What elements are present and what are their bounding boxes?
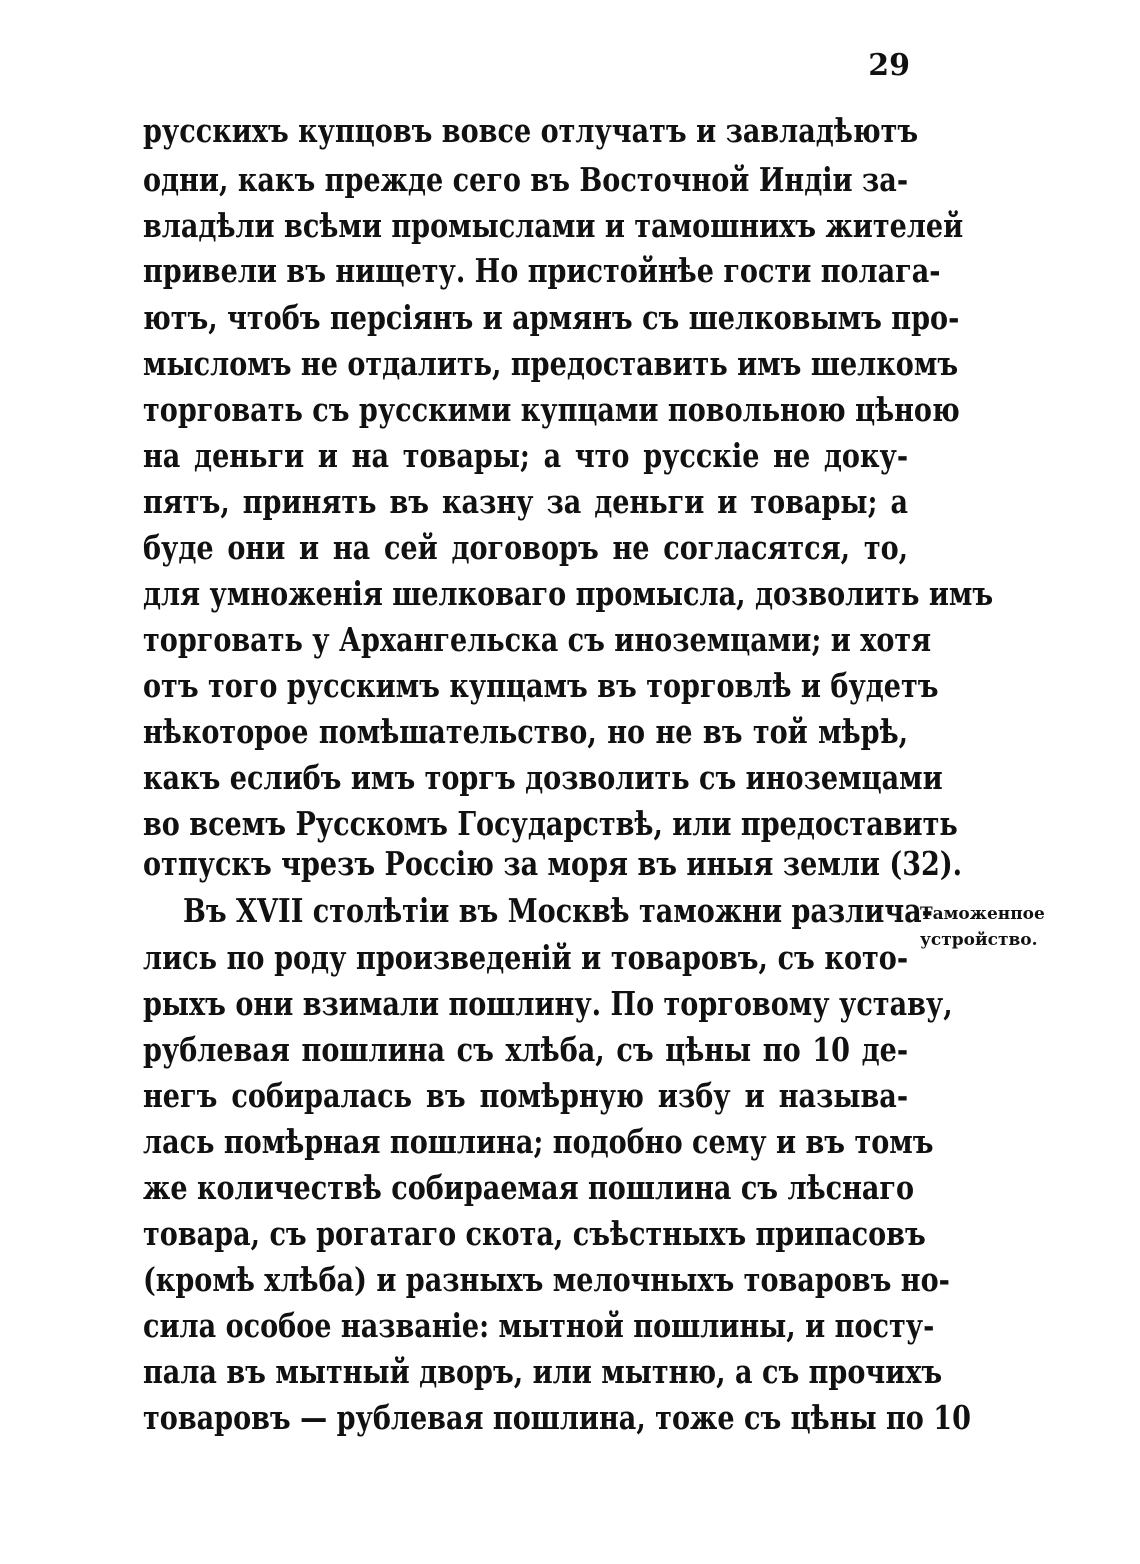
text-line-content: отпускъ чрезъ Россію за моря въ иныя земли <box>143 844 880 883</box>
text-line: же количествѣ собираемая пошлина съ лѣснаго <box>143 1168 915 1207</box>
text-line: пала въ мытный дворъ, или мытню, а съ прочихъ <box>143 1352 943 1391</box>
text-line: (кромѣ хлѣба) и разныхъ мелочныхъ товаровъ но- <box>143 1260 950 1299</box>
text-line: рублевая пошлина съ хлѣба, съ цѣны по 10 де- <box>143 1030 909 1069</box>
text-line: на деньги и на товары; а что русскіе не доку- <box>143 436 909 475</box>
text-line: буде они и на сей договоръ не согласятся, то, <box>143 528 909 567</box>
text-line: отъ того русскимъ купцамъ въ торговлѣ и будетъ <box>143 666 939 705</box>
text-line: лась помѣрная пошлина; подобно сему и въ томъ <box>143 1122 934 1161</box>
text-line: одни, какъ прежде сего въ Восточной Индіи за- <box>143 160 909 199</box>
text-line: ютъ, чтобъ персіянъ и армянъ съ шелковымъ про- <box>143 298 960 337</box>
text-line: торговать у Архангельска съ иноземцами; и хотя <box>143 620 932 659</box>
text-line: сила особое названіе: мытной пошлины, и посту- <box>143 1306 935 1345</box>
text-line: привели въ нищету. Но пристойнѣе гости полага- <box>143 251 941 290</box>
text-line: какъ еслибъ имъ торгъ дозволить съ иноземцами <box>143 758 943 797</box>
footnote-reference: (32). <box>889 844 963 883</box>
margin-note-line-1: Таможенпое <box>920 904 1045 924</box>
text-line: для умноженія шелковаго промысла, дозволить имъ <box>143 574 994 613</box>
text-line: владѣли всѣми промыслами и тамошнихъ жителей <box>143 206 964 245</box>
text-line: мысломъ не отдалить, предоставить имъ шелкомъ <box>143 344 959 383</box>
text-line: торговать съ русскими купцами повольною цѣною <box>143 390 960 429</box>
text-line-with-footnote <box>143 841 963 887</box>
text-line: во всемъ Русскомъ Государствѣ, или предоставить <box>143 804 958 843</box>
page-number: 29 <box>868 48 910 83</box>
text-line: лись по роду произведеній и товаровъ, съ кото- <box>143 938 909 977</box>
text-line: нѣкоторое помѣшательство, но не въ той мѣрѣ, <box>143 712 909 751</box>
text-line: пятъ, принять въ казну за деньги и товары; а <box>143 482 909 521</box>
text-line: товара, съ рогатаго скота, съѣстныхъ припасовъ <box>143 1214 926 1253</box>
text-line: негъ собиралась въ помѣрную избу и называ- <box>143 1076 909 1115</box>
text-line: товаровъ — рублевая пошлина, тоже съ цѣны по 10 <box>143 1398 971 1437</box>
paragraph-start-line: Въ XVII столѣтіи въ Москвѣ таможни различа- <box>183 891 933 930</box>
text-line: рыхъ они взимали пошлину. По торговому уставу, <box>143 984 953 1023</box>
margin-note-line-2: устройство. <box>920 930 1038 950</box>
text-line: русскихъ купцовъ вовсе отлучатъ и завладѣютъ <box>143 111 919 150</box>
